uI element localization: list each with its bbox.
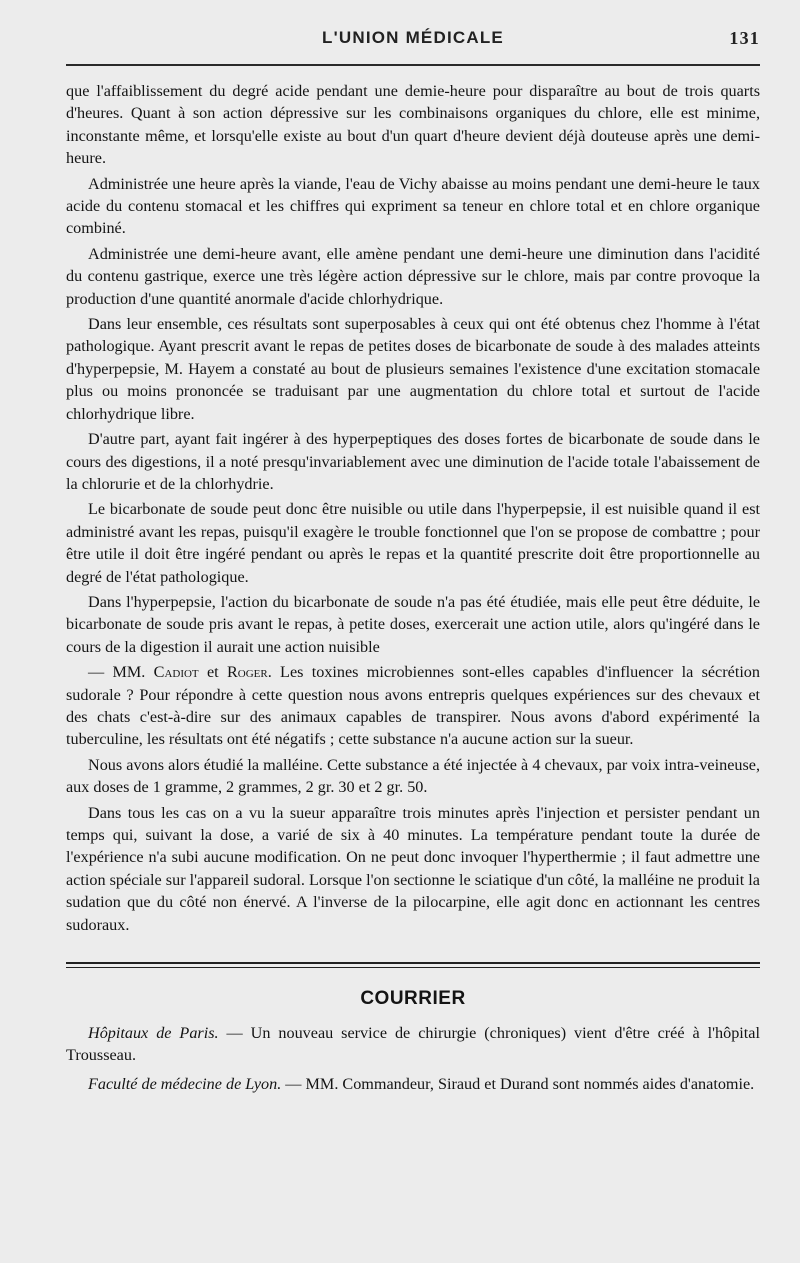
paragraph-cadiot-roger [66, 661, 760, 751]
page-number: 131 [729, 28, 760, 48]
paragraph: D'autre part, ayant fait ingérer à des hyperpeptiques des doses fortes de bicarbonate de soude dans le cours des digestions, il a noté presqu'invariablement avec une diminution de l'acide totale l'abaissement de la chlorurie et de la chlorhydrie. [66, 430, 760, 493]
paragraph: Administrée une heure après la viande, l'eau de Vichy abaisse au moins pendant une demi-heure le taux acide du contenu stomacal et les chiffres qui expriment sa teneur en chlore total et en chlore organique combiné. [66, 174, 760, 238]
news-text: — Un nouveau service de chirurgie (chroniques) vient d'être créé à l'hôpital Trousseau. [66, 1024, 760, 1065]
news-item [66, 1022, 760, 1067]
journal-title: L'UNION MÉDICALE [322, 28, 504, 47]
paragraph: que l'affaiblissement du degré acide pendant une demie-heure pour disparaître au bout de trois quarts d'heures. Quant à son action dépressive sur les combinaisons organiques du chlore, elle est minime, inconstante même, et lorsqu'elle existe au bout d'un quart d'heure devient déjà douteuse après une demi-heure. [66, 82, 760, 168]
news-place: Hôpitaux de Paris. [88, 1024, 219, 1043]
conjunction: et [198, 663, 227, 682]
running-header [66, 28, 760, 58]
author-name: Roger [226, 663, 268, 682]
section-divider [66, 962, 760, 968]
paragraph-text: . Les toxines microbiennes sont-elles capables d'influencer la sécrétion sudorale ? Pour répondre à cette question nous avons entrepris quelques expériences sur des chevaux et des chats c'est-à-dire sur des animaux capables de transpirer. Nous avons d'abord expérimenté la tuberculine, les résultats ont été négatifs ; cette substance n'a aucune action sur la sueur. [66, 663, 760, 749]
author-name: Cadiot [153, 663, 199, 682]
header-rule [66, 64, 760, 66]
news-item [66, 1073, 760, 1095]
news-text: — MM. Commandeur, Siraud et Durand sont nommés aides d'anatomie. [281, 1074, 755, 1093]
section-title: COURRIER [360, 988, 466, 1010]
dash-lead: — MM. [88, 663, 154, 682]
paragraph: Dans l'hyperpepsie, l'action du bicarbonate de soude n'a pas été étudiée, mais elle peut être déduite, le bicarbonate de soude pris avant le repas, à petite doses, exercerait une action utile, alors qu'ingéré dans le cours de la digestion il aurait une action nuisible [66, 592, 760, 656]
courrier-section [66, 1022, 760, 1095]
paragraph: Dans leur ensemble, ces résultats sont superposables à ceux qui ont été obtenus chez l'homme à l'état pathologique. Ayant prescrit avant le repas de petites doses de bicarbonate de soude à des malades atteints d'hyperpepsie, M. Hayem a constaté au bout de plusieurs semaines l'existence d'une excitation stomacale plus ou moins prononcée se traduisant par une augmentation du chlore total et surtout de l'acide chlorhydrique libre. [66, 315, 760, 423]
paragraph: Dans tous les cas on a vu la sueur apparaître trois minutes après l'injection et persister pendant un temps qui, suivant la dose, a varié de six à 40 minutes. La température pendant toute la durée de l'expérience n'a subi aucune modification. On ne peut donc invoquer l'hyperthermie ; il faut admettre une action spéciale sur l'appareil sudoral. Lorsque l'on sectionne le sciatique d'un côté, la malléine ne produit la sudation que du côté non énervé. A l'inverse de la pilocarpine, elle agit donc en actionnant les centres sudoraux. [66, 803, 760, 934]
paragraph: Administrée une demi-heure avant, elle amène pendant une demi-heure une diminution dans l'acidité du contenu gastrique, exerce une très légère action dépressive sur le chlore, mais par contre provoque la production d'une quantité anormale d'acide chlorhydrique. [66, 244, 760, 308]
news-place: Faculté de médecine de Lyon. [88, 1074, 282, 1093]
article-body [66, 80, 760, 936]
paragraph: Le bicarbonate de soude peut donc être nuisible ou utile dans l'hyperpepsie, il est nuisible quand il est administré avant les repas, puisqu'il exagère le trouble fonctionnel que l'on se propose de combattre ; pour être utile il doit être ingéré pendant ou après le repas et la quantité prescrite doit être proportionnelle au degré de l'état pathologique. [66, 500, 760, 586]
paragraph: Nous avons alors étudié la malléine. Cette substance a été injectée à 4 chevaux, par voix intra-veineuse, aux doses de 1 gramme, 2 grammes, 2 gr. 30 et 2 gr. 50. [66, 755, 760, 797]
